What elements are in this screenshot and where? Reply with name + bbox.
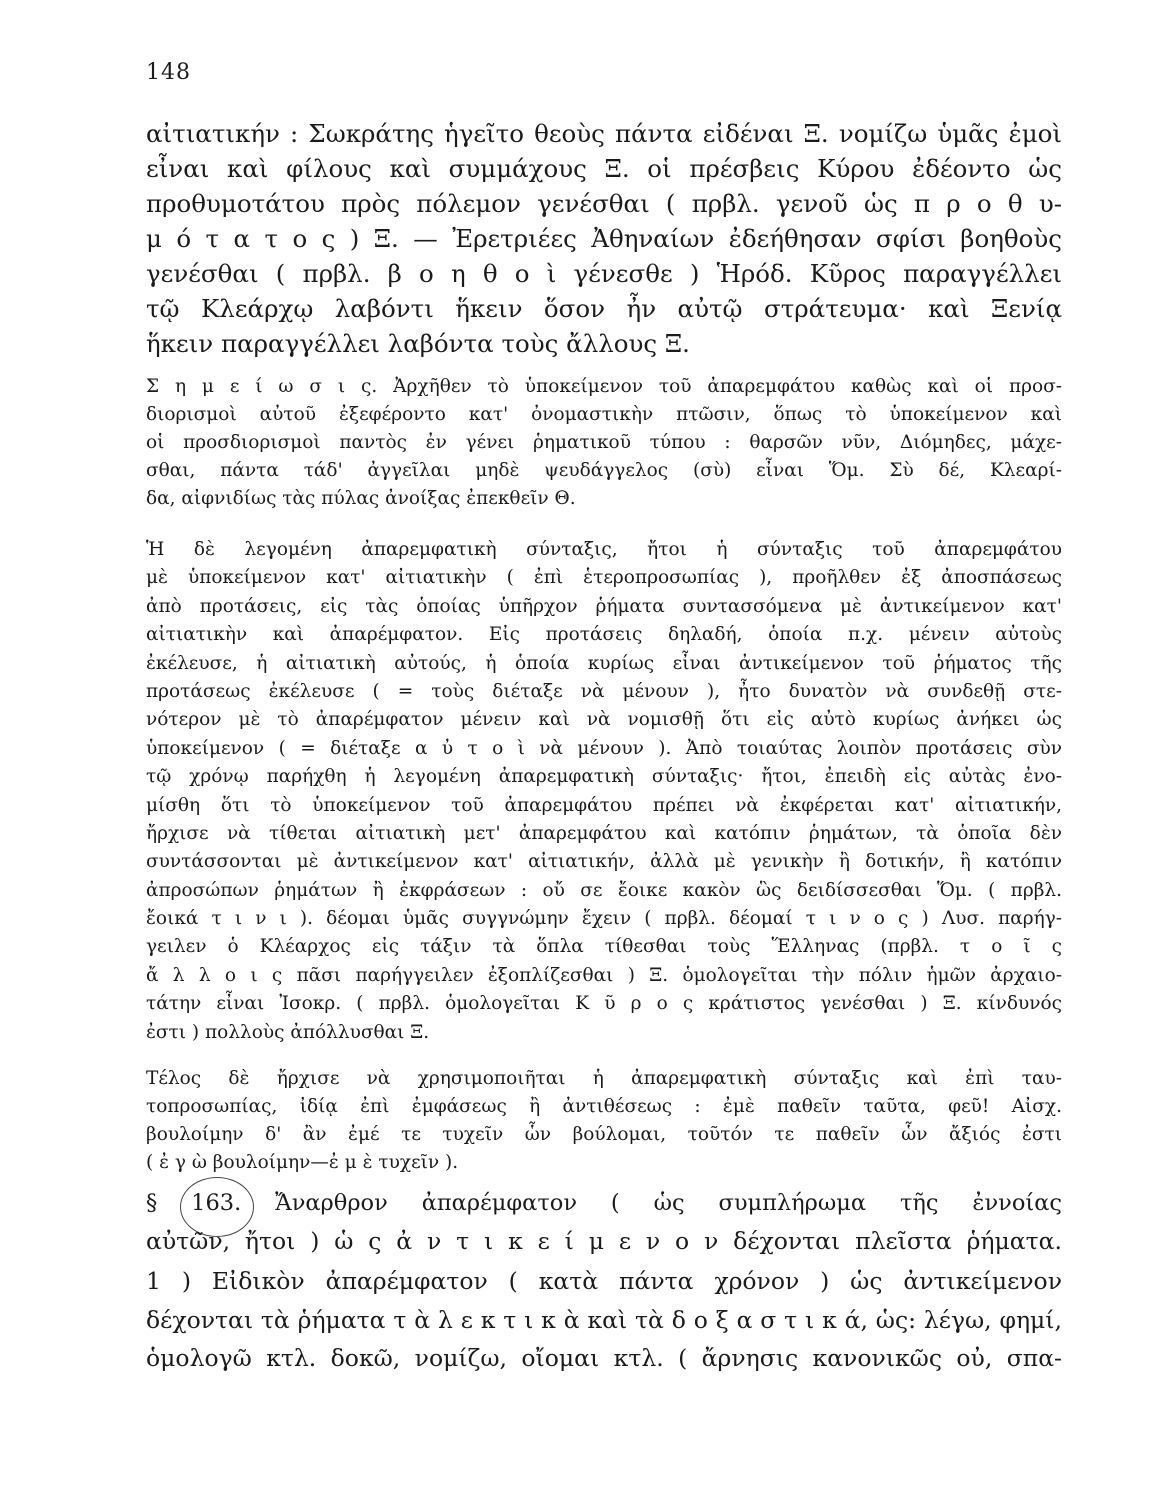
- text-line: δα, αἰφνιδίως τὰς πύλας ἀνοίξας ἐπεκθεῖν Θ.: [146, 488, 576, 509]
- text-line: προθυμοτάτου πρὸς πόλεμον γενέσθαι ( πρβλ. γενοῦ ὡς π ρ ο θ υ-: [146, 189, 1062, 218]
- text-line: εἶναι καὶ φίλους καὶ συμμάχους Ξ. οἱ πρέσβεις Κύρου ἐδέοντο ὡς: [146, 154, 1062, 183]
- text-line: συντάσσονται μὲ ἀντικείμενον κατ' αἰτιατικήν, ἀλλὰ μὲ γενικὴν ἢ δοτικήν, ἢ κατόπιν: [146, 851, 1062, 873]
- text-line: ἤρχισε νὰ τίθεται αἰτιατικὴ μετ' ἀπαρεμφάτου καὶ κατόπιν ῥημάτων, τὰ ὁποῖα δὲν: [146, 822, 1062, 844]
- text-line: μίσθη ὅτι τὸ ὑποκείμενον τοῦ ἀπαρεμφάτου πρέπει νὰ ἐκφέρεται κατ' αἰτιατικήν,: [146, 794, 1062, 816]
- text-line: Τέλος δὲ ἤρχισε νὰ χρησιμοποιῆται ἡ ἀπαρεμφατικὴ σύνταξις καὶ ἐπὶ ταυ-: [146, 1068, 1062, 1089]
- text-line: γενέσθαι ( πρβλ. β ο η θ ο ὶ γένεσθε ) Ἡρόδ. Κῦρος παραγγέλλει: [146, 259, 1062, 288]
- text-line: ἐστι ) πολλοὺς ἀπόλλυσθαι Ξ.: [146, 1021, 430, 1043]
- text-line: μ ό τ α τ ο ς ) Ξ. — Ἐρετριέες Ἀθηναίων ἐδεήθησαν σφίσι βοηθοὺς: [146, 224, 1062, 253]
- text-line: οἱ προσδιορισμοὶ παντὸς ἐν γένει ῥηματικοῦ τύπου : θαρσῶν νῦν, Διόμηδες, μάχε-: [146, 432, 1062, 453]
- text-line: τοπροσωπίας, ἰδίᾳ ἐπὶ ἐμφάσεως ἢ ἀντιθέσεως : ἐμὲ παθεῖν ταῦτα, φεῦ! Αἰσχ.: [146, 1096, 1062, 1117]
- text-line: ( ἐ γ ὼ βουλοίμην—ἐ μ ὲ τυχεῖν ).: [146, 1152, 459, 1173]
- section-heading: [146, 1184, 1062, 1260]
- text-line: τῷ χρόνῳ παρήχθη ἡ λεγομένη ἀπαρεμφατικὴ σύνταξις· ἤτοι, ἐπειδὴ εἰς αὐτὰς ἐνο-: [146, 766, 1062, 788]
- text-line: ἥκειν παραγγέλλει λαβόντα τοὺς ἄλλους Ξ.: [146, 329, 690, 358]
- text-line: μὲ ὑποκείμενον κατ' αἰτιατικὴν ( ἐπὶ ἑτεροπροσωπίας ), προῆλθεν ἐξ ἀποσπάσεως: [146, 567, 1062, 589]
- examples-paragraph: [146, 116, 1062, 361]
- conclusion-paragraph: [146, 1065, 1062, 1177]
- text-line: τῷ Κλεάρχῳ λαβόντι ἥκειν ὅσον ἦν αὐτῷ στράτευμα· καὶ Ξενίᾳ: [146, 294, 1062, 323]
- text-line: ἄ λ λ ο ι ς πᾶσι παρήγγειλεν ἐξοπλίζεσθαι ) Ξ. ὁμολογεῖται τὴν πόλιν ἡμῶν ἀρχαιο-: [146, 964, 1062, 986]
- text-line: § 163. Ἄναρθρον ἀπαρέμφατον ( ὡς συμπλήρωμα τῆς ἐννοίας: [146, 1190, 1062, 1216]
- text-line: βουλοίμην δ' ἂν ἐμέ τε τυχεῖν ὧν βούλομαι, τοῦτόν τε παθεῖν ὧν ἄξιός ἐστι: [146, 1124, 1062, 1145]
- text-line: ἀπὸ προτάσεις, εἰς τὰς ὁποίας ὑπῆρχον ῥήματα συντασσόμενα μὲ ἀντικείμενον κατ': [146, 595, 1062, 617]
- text-line: αἰτιατικὴν καὶ ἀπαρέμφατον. Εἰς προτάσεις δηλαδή, ὁποία π.χ. μένειν αὐτοὺς: [146, 624, 1062, 646]
- text-line: ὁμολογῶ κτλ. δοκῶ, νομίζω, οἴομαι κτλ. ( ἄρνησις κανονικῶς οὐ, σπα-: [146, 1344, 1062, 1372]
- text-line: αἰτιατικήν : Σωκράτης ἡγεῖτο θεοὺς πάντα εἰδέναι Ξ. νομίζω ὑμᾶς ἐμοὶ: [146, 119, 1062, 148]
- text-line: δέχονται τὰ ῥήματα τ ὰ λ ε κ τ ι κ ὰ καὶ τὰ δ ο ξ α σ τ ι κ ά, ὡς: λέγω, φημί,: [146, 1305, 1062, 1334]
- text-line: τάτην εἶναι Ἰσοκρ. ( πρβλ. ὁμολογεῖται Κ ῦ ρ ο ς κράτιστος γενέσθαι ) Ξ. κίνδυνός: [146, 993, 1062, 1015]
- text-line: ἐκέλευσε, ἡ αἰτιατικὴ αὐτούς, ἡ ὁποία κυρίως εἶναι ἀντικείμενον τοῦ ῥήματος τῆς: [146, 652, 1062, 674]
- text-line: νότερον μὲ τὸ ἀπαρέμφατον μένειν καὶ νὰ νομισθῇ ὅτι εἰς αὐτὸ κυρίως ἀνήκει ὡς: [146, 709, 1062, 731]
- text-line: προτάσεως ἐκέλευσε ( = τοὺς διέταξε νὰ μένουν ), ἦτο δυνατὸν νὰ συνδεθῇ στε-: [146, 680, 1062, 702]
- text-line: διορισμοὶ αὐτοῦ ἐξεφέροντο κατ' ὀνομαστικὴν πτῶσιν, ὅπως τὸ ὑποκείμενον καὶ: [146, 404, 1062, 425]
- text-line: 1 ) Εἰδικὸν ἀπαρέμφατον ( κατὰ πάντα χρόνον ) ὡς ἀντικείμενον: [146, 1267, 1062, 1295]
- text-line: αὐτῶν, ἤτοι ) ὡ ς ἀ ν τ ι κ ε ί μ ε ν ο ν δέχονται πλεῖστα ῥήματα.: [146, 1227, 1062, 1255]
- text-line: ἀπροσώπων ῥημάτων ἢ ἐκφράσεων : οὔ σε ἔοικε κακὸν ὣς δειδίσσεσθαι Ὅμ. ( πρβλ.: [146, 879, 1062, 901]
- text-line: σθαι, πάντα τάδ' ἀγγεῖλαι μηδὲ ψευδάγγελος (σὺ) εἶναι Ὅμ. Σὺ δέ, Κλεαρί-: [146, 460, 1062, 481]
- explanation-paragraph: [146, 536, 1062, 1047]
- text-line: ὑποκείμενον ( = διέταξε α ὐ τ ο ὶ νὰ μένουν ). Ἀπὸ τοιαύτας λοιπὸν προτάσεις σὺν: [146, 737, 1062, 759]
- text-line: Ἡ δὲ λεγομένη ἀπαρεμφατικὴ σύνταξις, ἤτοι ἡ σύνταξις τοῦ ἀπαρεμφάτου: [146, 539, 1062, 560]
- text-line: Σ η μ ε ί ω σ ι ς. Ἀρχῆθεν τὸ ὑποκείμενον τοῦ ἀπαρεμφάτου καθὼς καὶ οἱ προσ-: [146, 376, 1062, 397]
- note-paragraph: [146, 373, 1062, 513]
- text-line: ἔοικά τ ι ν ι ). δέομαι ὑμᾶς συγγνώμην ἔχειν ( πρβλ. δέομαί τ ι ν ο ς ) Λυσ. παρήγ-: [146, 908, 1062, 930]
- page-number: 148: [146, 60, 191, 85]
- subsection-paragraph: [146, 1262, 1062, 1378]
- text-line: γειλεν ὁ Κλέαρχος εἰς τάξιν τὰ ὅπλα τίθεσθαι τοὺς Ἕλληνας (πρβλ. τ ο ῖ ς: [146, 936, 1062, 958]
